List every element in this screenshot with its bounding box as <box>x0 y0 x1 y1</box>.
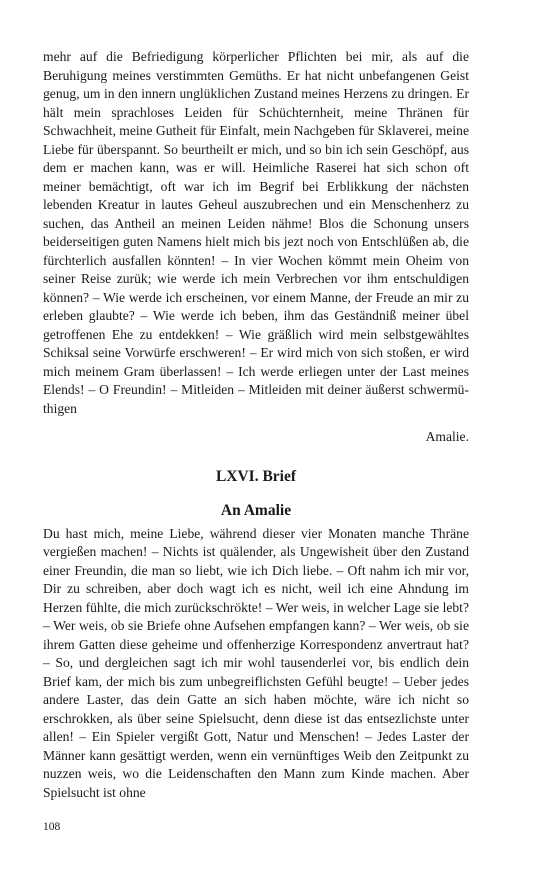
letter-signature: Amalie. <box>425 429 469 444</box>
body-paragraph: mehr auf die Befriedigung körperlicher Pflichten bei mir, als auf die Beruhigung meines verstimmten Gemüths. Er hat nicht unbefangenen Geist genug, um in den innern unglüklichen Zustand meines Herzens zu dringen. Er hält mein sprachloses Leiden für Schüchternheit, meine Thränen für Schwachheit, meine Gutheit für Einfalt, mein Nachgeben für Sklaverei, meine Liebe für überspannt. So beurtheilt er mich, und so bin ich sein Geschöpf, aus dem er machen kann, was er will. Heimliche Raserei hat sich schon oft meiner bemächtigt, oft war ich im Begrif bei Erblikkung der nächsten lebenden Kreatur in lautes Geheul auszubrechen und ein Menschenherz zu suchen, das Antheil an meinen Leiden nähme! Blos die Schonung unsers beiderseitigen guten Namens hielt mich bis jezt noch von Entschlüßen ab, die fürchterlich ausfallen könnten! – In vier Wochen kömmt mein Oheim von seiner Reise zurük; wie werde ich mein Verbrechen vor ihm entschuldigen können? – Wie werde ich erscheinen, vor einem Manne, der Freude an mir zu erleben glaubte? – Wie werde ich beben, ihm das Geständniß meiner übel getroffenen Ehe zu entdekken! – Wie gräßlich wird mein selbstgewähltes Schiksal seine Vorwürfe erschweren! – Er wird mich von sich stoßen, er wird mich meinem Gram überlassen! – Ich werde erliegen unter der Last meines Elends! – O Freundin! – Mitleiden – Mitleiden mit deiner äußerst schwermüthigen <box>43 49 469 416</box>
book-page <box>43 48 469 802</box>
letter-heading: LXVI. Brief <box>215 467 297 485</box>
letter-recipient: An Amalie <box>220 501 292 519</box>
body-paragraph: Du hast mich, meine Liebe, während dieser vier Monaten manche Thräne vergießen machen! – Nichts ist quälender, als Ungewisheit über den Zustand einer Freundin, die man so liebt, wie ich Dich liebe. – Oft nahm ich mir vor, Dir zu schreiben, aber doch wagt ich es nicht, weil ich eine Ahndung im Herzen fühlte, die mich zurückschrökte! – Wer weis, in welcher Lage sie lebt? – Wer weis, ob sie Briefe ohne Aufsehen empfangen kann? – Wer weis, ob sie ihrem Gatten diese geheime und offenherzige Korrespondenz anvertraut hat? – So, und dergleichen sagt ich mir wohl tausenderlei vor, bis endlich dein Brief kam, der mich bis zum unbegreiflichsten Gefühl beugte! – Ueber jedes andere Laster, das dein Gatte an sich haben möchte, wäre ich nicht so erschrokken, als über seine Spielsucht, denn diese ist das entsezlichste unter allen! – Ein Spieler vergißt Gott, Natur und Menschen! – Jedes Laster der Männer kann gesättigt werden, wenn ein vernünftiges Weib den Zeitpunkt zu nuzzen weis, wo die Leidenschaften den Mann zum Kinde machen. Aber Spielsucht ist ohne <box>43 525 469 800</box>
page-number: 108 <box>43 821 61 833</box>
